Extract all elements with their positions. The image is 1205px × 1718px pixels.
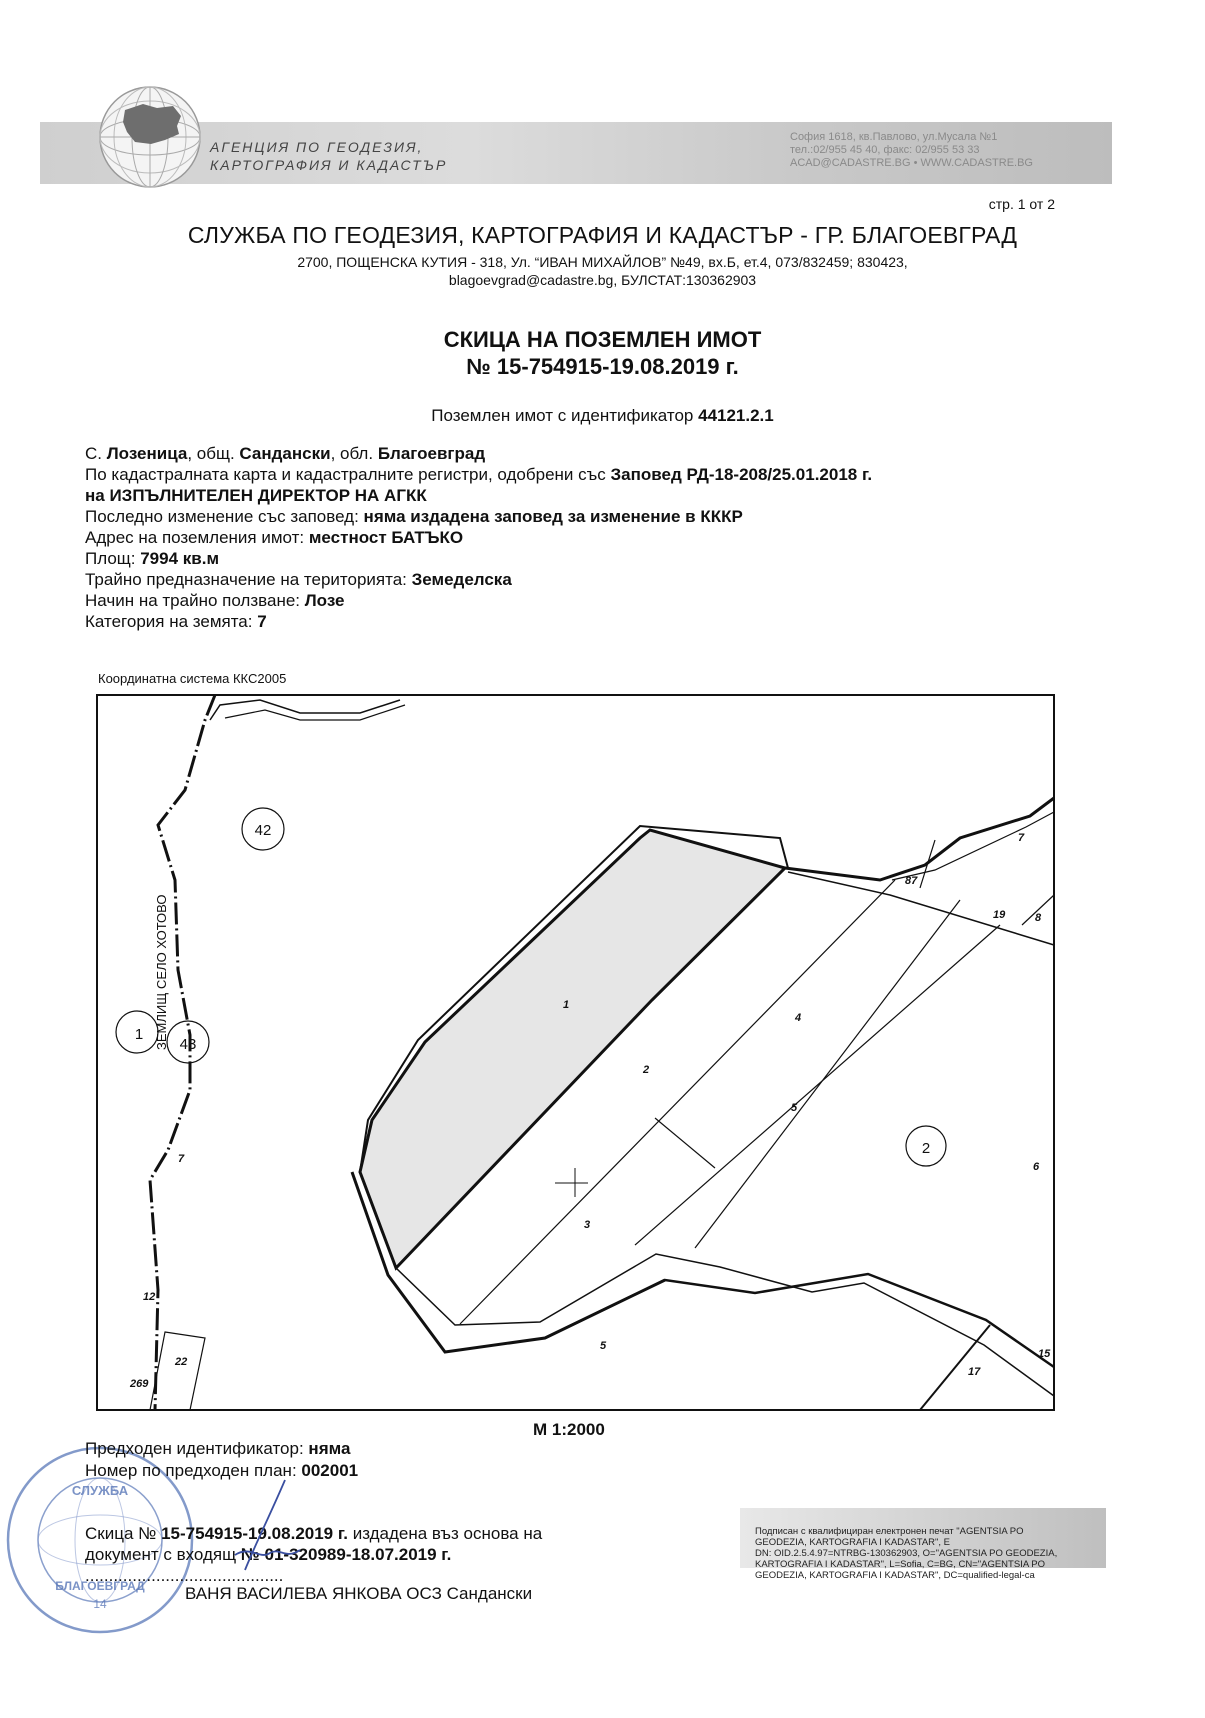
village: Лозеница: [106, 444, 188, 463]
svg-text:1: 1: [563, 999, 570, 1011]
agency-web: ACAD@CADASTRE.BG • WWW.CADASTRE.BG: [790, 157, 1033, 169]
map-circled-label-2: 2: [921, 1140, 931, 1157]
signer-name: ВАНЯ ВАСИЛЕВА ЯНКОВА ОСЗ Сандански: [185, 1584, 533, 1603]
signature-dots: ..........................................: [85, 1566, 284, 1585]
issued-line: Скица № 15-754915-19.08.2019 г. издадена въз основа на: [85, 1524, 543, 1543]
address-value: местност БАТЪКО: [308, 528, 464, 547]
municipality: Сандански: [239, 444, 331, 463]
order-by-line: на ИЗПЪЛНИТЕЛЕН ДИРЕКТОР НА АГКК: [85, 486, 427, 505]
previous-identifier: Предходен идентификатор: няма: [85, 1439, 351, 1458]
identifier-value: 44121.2.1: [698, 406, 774, 425]
stamp-number: 14: [93, 1597, 107, 1611]
svg-text:5: 5: [600, 1340, 607, 1352]
stamp-top-text: СЛУЖБА: [71, 1483, 129, 1498]
svg-text:2: 2: [643, 1064, 650, 1076]
office-title: СЛУЖБА ПО ГЕОДЕЗИЯ, КАРТОГРАФИЯ И КАДАСТЪР - ГР. БЛАГОЕВГРАД: [187, 222, 1018, 248]
svg-text:5: 5: [791, 1102, 798, 1114]
category-line: Категория на земята: 7: [85, 612, 267, 631]
usage-line: Начин на трайно ползване: Лозе: [85, 591, 345, 610]
address-line: Адрес на поземления имот: местност БАТЪКО: [85, 528, 464, 547]
previous-plan-number: Номер по предходен план: 002001: [85, 1461, 359, 1480]
document-ref-line: документ с входящ № 01-320989-18.07.2019 г.: [85, 1545, 452, 1564]
map-circled-label-42: 42: [254, 822, 272, 839]
svg-text:87: 87: [905, 875, 918, 887]
coordinate-system: Координатна система ККС2005: [98, 671, 287, 686]
document-title-line1: СКИЦА НА ПОЗЕМЛЕН ИМОТ: [443, 327, 762, 352]
agency-name-line1: АГЕНЦИЯ ПО ГЕОДЕЗИЯ,: [210, 139, 424, 155]
handwritten-signature: [215, 1475, 325, 1585]
identifier-label: Поземлен имот с идентификатор: [431, 406, 699, 425]
svg-text:3: 3: [584, 1219, 591, 1231]
svg-text:8: 8: [1035, 912, 1042, 924]
svg-text:269: 269: [130, 1378, 149, 1390]
page-number: стр. 1 от 2: [988, 196, 1055, 212]
map-circled-label-43: 43: [179, 1036, 197, 1053]
svg-text:15: 15: [1038, 1348, 1051, 1360]
region: Благоевград: [377, 444, 486, 463]
svg-text:7: 7: [178, 1153, 185, 1165]
location-line: С. Лозеница, общ. Сандански, обл. Благоевград: [85, 444, 486, 463]
office-address-line2: blagoevgrad@cadastre.bg, БУЛСТАТ:130362903: [448, 272, 757, 288]
usage-value: Лозе: [304, 591, 345, 610]
svg-text:17: 17: [968, 1366, 981, 1378]
svg-text:22: 22: [175, 1356, 188, 1368]
svg-text:6: 6: [1033, 1161, 1040, 1173]
area-line: Площ: 7994 кв.м: [85, 549, 220, 568]
map-scale: М 1:2000: [533, 1420, 605, 1439]
svg-text:4: 4: [795, 1012, 802, 1024]
category-value: 7: [257, 612, 267, 631]
cadastre-line: По кадастралната карта и кадастралните регистри, одобрени със Заповед РД-18-208/25.01.2018 г.: [85, 465, 873, 484]
agency-name-line2: КАРТОГРАФИЯ И КАДАСТЪР: [210, 157, 448, 173]
svg-text:7: 7: [1018, 832, 1025, 844]
purpose-line: Трайно предназначение на територията: Земеделска: [85, 570, 512, 589]
land-boundary-label: ЗЕМЛИЩ СЕЛО ХОТОВО: [154, 894, 169, 1050]
svg-text:19: 19: [993, 909, 1006, 921]
map-circled-label-1: 1: [134, 1026, 144, 1043]
purpose-value: Земеделска: [411, 570, 512, 589]
approval-order: Заповед РД-18-208/25.01.2018 г.: [610, 465, 873, 484]
esignature-text: Подписан с квалифициран електронен печат "AGENTSIA PO GEODEZIA, KARTOGRAFIA I KADASTAR", E DN: OID.2.5.4.97=NTRBG-130362903, O="AGENTSIA PO GEODEZIA, KARTOGRAFIA I KADASTAR", L=Sofia, C=BG, CN="AGENTSIA PO GEODEZIA, KARTOGRAFIA I KADASTAR", DC=qualified-legal-ca: [755, 1526, 1058, 1581]
area-value: 7994 кв.м: [140, 549, 220, 568]
subject-parcel: [360, 830, 785, 1268]
office-address-line1: 2700, ПОЩЕНСКА КУТИЯ - 318, Ул. “ИВАН МИХАЙЛОВ” №49, вх.Б, ет.4, 073/832459; 830423,: [297, 254, 908, 270]
document-number: № 15-754915-19.08.2019 г.: [466, 354, 739, 379]
svg-text:12: 12: [143, 1291, 156, 1303]
last-change-value: няма издадена заповед за изменение в КККР: [363, 507, 743, 526]
agency-address: София 1618, кв.Павлово, ул.Мусала №1: [790, 131, 998, 143]
agency-phone: тел.:02/955 45 40, факс: 02/955 53 33: [790, 144, 980, 156]
last-change-line: Последно изменение със заповед: няма издадена заповед за изменение в КККР: [85, 507, 743, 526]
stamp-bottom-text: БЛАГОЕВГРАД: [55, 1579, 145, 1593]
